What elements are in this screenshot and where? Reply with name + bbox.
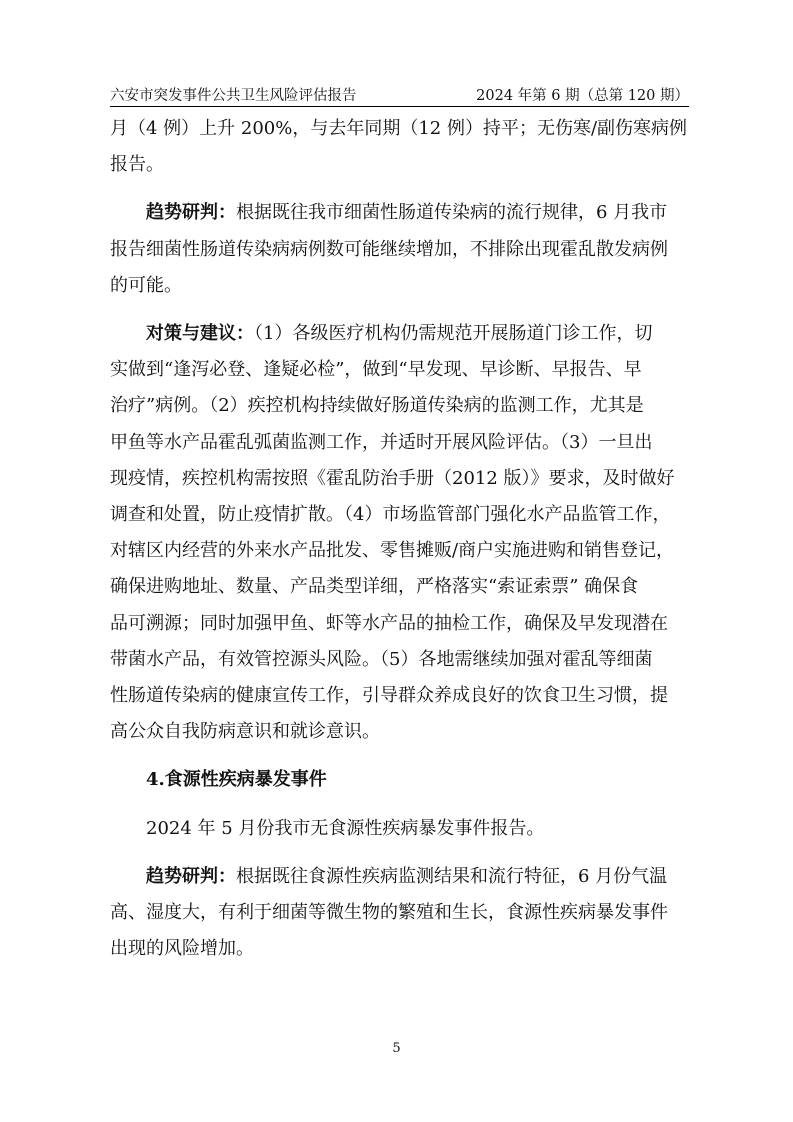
text-line (110, 859, 692, 895)
text-line: 调查和处置，防止疫情扩散。（4）市场监管部门强化水产品监管工作， (110, 504, 671, 526)
text-span: （1）各级医疗机构仍需规范开展肠道门诊工作，切 (254, 323, 653, 345)
text-line (110, 195, 692, 231)
trend-label: 趋势研判： (146, 202, 236, 224)
text-line: 性肠道传染病的健康宣传工作，引导群众养成良好的饮食卫生习惯，提 (110, 685, 668, 707)
page-number: 5 (392, 1041, 401, 1056)
paragraph-case-stats (110, 111, 692, 183)
text-line: 对辖区内经营的外来水产品批发、零售摊贩/商户实施进购和销售登记， (110, 540, 675, 562)
section-4-heading: 4.食源性疾病暴发事件 (146, 769, 327, 791)
text-line: 高、湿度大，有利于细菌等微生物的繁殖和生长，食源性疾病暴发事件 (110, 902, 668, 924)
trend-label: 趋势研判： (146, 865, 236, 887)
header-title: 六安市突发事件公共卫生风险评估报告 (110, 88, 357, 104)
text-line: 月（4 例）上升 200%，与去年同期（12 例）持平；无伤寒/副伤寒病例 (110, 118, 688, 139)
text-span: 根据既往食源性疾病监测结果和流行特征，6 月份气温 (236, 865, 668, 887)
section-heading (110, 762, 692, 798)
text-line: 报告细菌性肠道传染病病例数可能继续增加，不排除出现霍乱散发病例 (110, 238, 668, 260)
paragraph-trend-foodborne (110, 859, 692, 968)
text-line: 报告。 (110, 154, 164, 176)
paragraph-countermeasures (110, 316, 692, 750)
text-line: 治疗”病例。（2）疾控机构持续做好肠道传染病的监测工作，尤其是 (110, 395, 644, 417)
header-issue: 2024 年第 6 期（总第 120 期） (476, 88, 689, 104)
text-line (110, 316, 692, 352)
text-line: 高公众自我防病意识和就诊意识。 (110, 721, 380, 743)
text-line: 实做到“逢泻必登、逢疑必检”，做到“早发现、早诊断、早报告、早 (110, 359, 642, 381)
text-line: 甲鱼等水产品霍乱弧菌监测工作，并适时开展风险评估。（3）一旦出 (110, 431, 653, 453)
text-line: 品可溯源；同时加强甲鱼、虾等水产品的抽检工作，确保及早发现潜在 (110, 612, 668, 634)
countermeasures-label: 对策与建议： (146, 323, 254, 345)
text-line: 的可能。 (110, 274, 182, 296)
document-body (110, 111, 692, 967)
text-span: 根据既往我市细菌性肠道传染病的流行规律，6 月我市 (236, 202, 668, 224)
running-header (110, 86, 689, 107)
text-line: 带菌水产品，有效管控源头风险。（5）各地需继续加强对霍乱等细菌 (110, 648, 653, 670)
text-line: 出现的风险增加。 (110, 938, 254, 960)
paragraph-trend-bacterial (110, 195, 692, 304)
paragraph-section4-summary (110, 811, 692, 847)
text-line: 确保进购地址、数量、产品类型详细，严格落实“索证索票” 确保食 (110, 576, 639, 598)
text-line: 现疫情，疾控机构需按照《霍乱防治手册（2012 版）》要求，及时做好 (110, 467, 675, 489)
text-line: 2024 年 5 月份我市无食源性疾病暴发事件报告。 (146, 817, 545, 839)
